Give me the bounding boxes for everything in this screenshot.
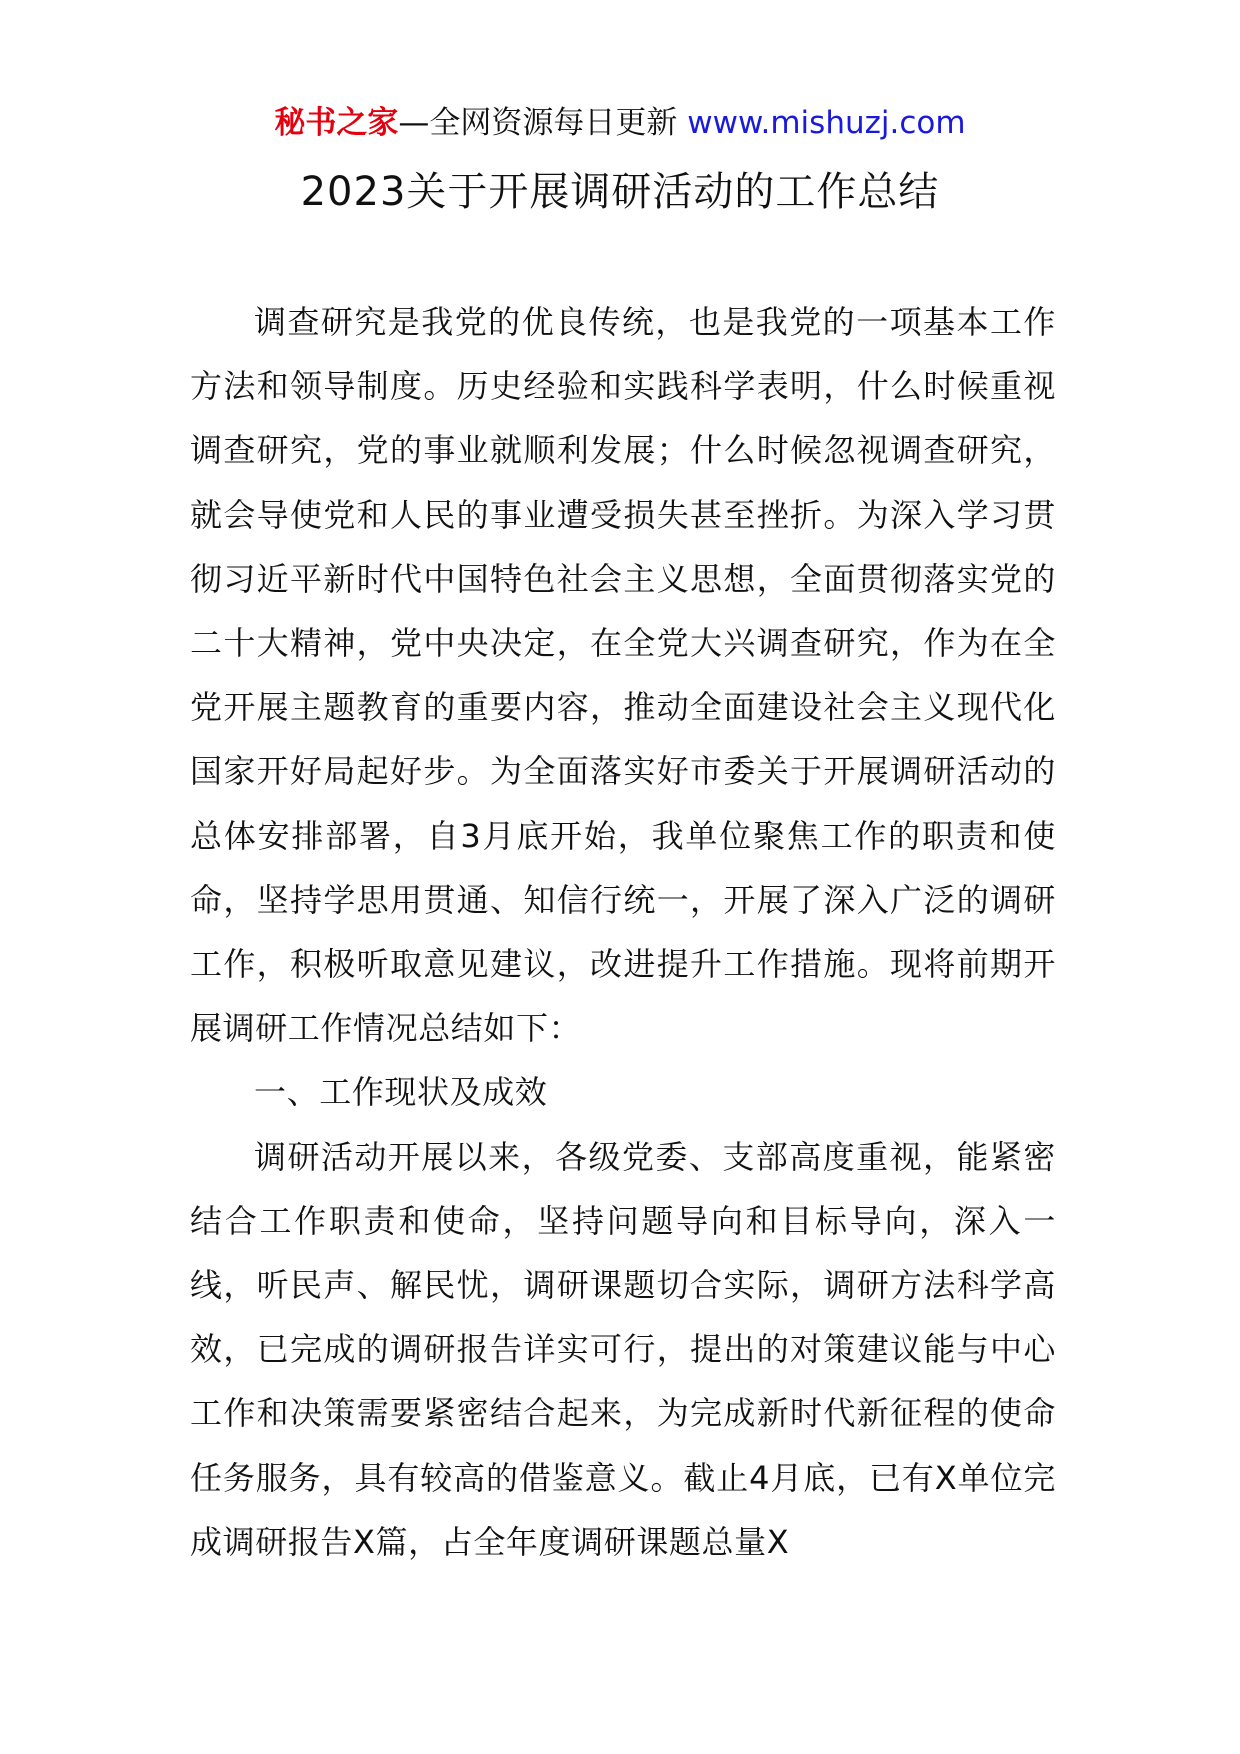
website-link[interactable]: www.mishuzj.com bbox=[687, 105, 966, 141]
document-body bbox=[190, 290, 1056, 1574]
intro-paragraph: 调查研究是我党的优良传统，也是我党的一项基本工作方法和领导制度。历史经验和实践科学表明，什么时候重视调查研究，党的事业就顺利发展；什么时候忽视调查研究，就会导使党和人民的事业遭受损失甚至挫折。为深入学习贯彻习近平新时代中国特色社会主义思想，全面贯彻落实党的二十大精神，党中央决定，在全党大兴调查研究，作为在全党开展主题教育的重要内容，推动全面建设社会主义现代化国家开好局起好步。为全面落实好市委关于开展调研活动的总体安排部署，自3月底开始，我单位聚焦工作的职责和使命，坚持学思用贯通、知信行统一，开展了深入广泛的调研工作，积极听取意见建议，改进提升工作措施。现将前期开展调研工作情况总结如下： bbox=[190, 303, 1056, 1048]
section-paragraph: 调研活动开展以来，各级党委、支部高度重视，能紧密结合工作职责和使命，坚持问题导向和目标导向，深入一线，听民声、解民忧，调研课题切合实际，调研方法科学高效，已完成的调研报告详实可行，提出的对策建议能与中心工作和决策需要紧密结合起来，为完成新时代新征程的使命任务服务，具有较高的借鉴意义。截止4月底，已有X单位完成调研报告X篇，占全年度调研课题总量X bbox=[190, 1137, 1056, 1561]
document-title: 2023关于开展调研活动的工作总结 bbox=[300, 169, 940, 215]
section-heading: 一、工作现状及成效 bbox=[254, 1073, 548, 1112]
brand-name: 秘书之家 bbox=[274, 105, 399, 141]
watermark-header bbox=[0, 100, 1240, 146]
header-tagline: —全网资源每日更新 bbox=[398, 105, 678, 141]
